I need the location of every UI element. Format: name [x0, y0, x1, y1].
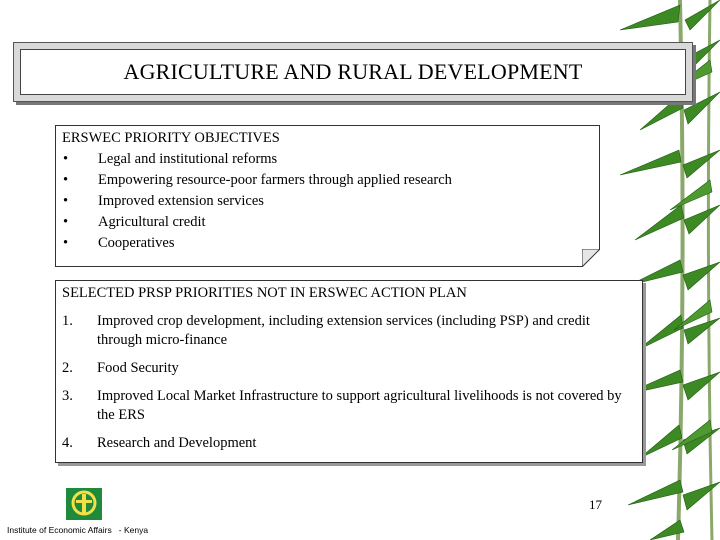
bullet: •	[63, 172, 69, 188]
institute-name: Institute of Economic Affairs - Kenya	[7, 525, 149, 535]
objective-item	[62, 233, 592, 254]
objective-text: Legal and institutional reforms	[98, 151, 278, 167]
item-number: 3.	[62, 388, 73, 404]
slide-title: AGRICULTURE AND RURAL DEVELOPMENT	[123, 59, 583, 84]
item-text: Research and Development	[97, 435, 257, 451]
item-text: Food Security	[97, 360, 179, 376]
bullet: •	[63, 214, 69, 230]
prsp-item	[62, 359, 637, 378]
objective-item	[62, 149, 592, 170]
prsp-item	[62, 434, 637, 453]
title-banner-inner	[20, 49, 686, 95]
item-number: 1.	[62, 313, 73, 329]
objective-item	[62, 212, 592, 233]
objective-item	[62, 170, 592, 191]
objective-text: Agricultural credit	[98, 214, 206, 230]
item-text: Improved Local Market Infrastructure to support agricultural livelihoods is not covered by the ERS	[97, 388, 622, 423]
bullet: •	[63, 235, 69, 251]
prsp-content	[62, 284, 637, 462]
title-banner	[13, 42, 693, 102]
item-text: Improved crop development, including extension services (including PSP) and credit through micro-finance	[97, 313, 590, 348]
objective-text: Cooperatives	[98, 235, 175, 251]
prsp-heading: SELECTED PRSP PRIORITIES NOT IN ERSWEC ACTION PLAN	[62, 285, 467, 301]
item-number: 4.	[62, 435, 73, 451]
institute-logo-icon	[66, 488, 102, 520]
bullet: •	[63, 193, 69, 209]
objectives-content	[62, 128, 592, 254]
objective-text: Empowering resource-poor farmers through applied research	[98, 172, 452, 188]
objective-text: Improved extension services	[98, 193, 264, 209]
objective-item	[62, 191, 592, 212]
objectives-heading: ERSWEC PRIORITY OBJECTIVES	[62, 130, 280, 146]
item-number: 2.	[62, 360, 73, 376]
prsp-item	[62, 387, 637, 425]
prsp-item	[62, 312, 637, 350]
page-number: 17	[589, 497, 602, 512]
bullet: •	[63, 151, 69, 167]
